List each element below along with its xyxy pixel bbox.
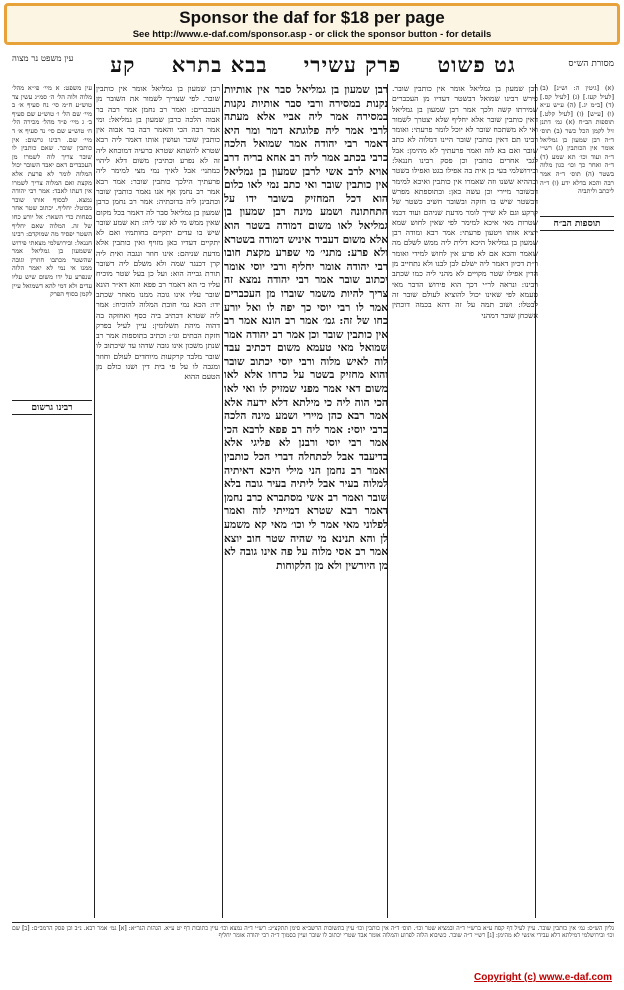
copyright-footer[interactable] — [0, 972, 612, 988]
ein-mishpat-column — [9, 84, 92, 918]
sponsor-subtitle[interactable]: See http://www.e-daf.com/sponsor.asp - or click the sponsor button - for details — [132, 29, 492, 40]
ein-mishpat-label: עין משפט נר מצוה — [12, 54, 74, 64]
tractate-name: בבא בתרא — [171, 52, 268, 77]
tosafot-text: רבן שמעון בן גמליאל אומר אין כותבין שובר. פירש רבינו שמואל דבשטר דעדיו מן העכברים שמירתו קשה ולכך אמר רבן שמעון בן גמליאל דאין כותבין שובר אלא יחליף שלא יצטרך לשמור ואי לא משתכח שובר לא יוכל לומר פרעתי: ואומר רבינו תם דאין כותבין שובר היינו דמלוה לא כתב שובר ואם בא לוה ואמר פרעתיך לא מהימן: אבל לגבי אחרים כותבין וכן פסק רבינו חננאל: ובירושלמי בעי כן אית בה אפילו בגט ואפילו בשטר ובההיא ששנו וזה שאמרו אין כותבין ואיכא למימר דבשובר מיירי וכן עשה כאן: ובתוספתא מפרש דבשטר שיש בו חזקה ובשובר חשיב כשטר של קרקע וגם לא שייך לומר מדעת שניהם ועוד דכמו שטרות מאי איכא למימר לפי שאין לחוש שמא יוציא אותו ויטעון פרעתי: אמר רבא ומודה רבן שמעון בן גמליאל היכא דלית ליה ממש לשלם מה שאמר והכא אם לא פרע אין לחוש למידי ואומר ר״ת דכיון דאמר ליה ישלם לבן לבנו ולא נתחייב מן הדין אפילו שטר מקויים לא מהני ליה כמו שכתב רבינו: ונראה לר״י דכך הוא פירוש הדבר מאי טעמא לפי שאינו יכול להוציא לעולם שובר זה לבטלו: ושוב תמה על זה דהא בכמה דוכתין אשכחן שובר דמהני — [389, 84, 538, 320]
rabbeinu-gershom-label: רבינו גרשום — [12, 400, 92, 415]
folio-number: קע — [110, 52, 136, 77]
mesorat-hashas-label: מסורת הש״ס — [568, 59, 614, 69]
running-head — [92, 52, 534, 78]
bottom-notes-text: גליון הש״ס: גמ׳ אין כותבין שובר. עיין לעיל דף קסח ע״א ברש״י ד״ה ובמציא שטר וכו׳. תוס׳ ד״ה אין כותבין וכו׳ עיין בתשובות הרשב״א סימן תתקצ״ג: רש״י ד״ה נמצא וכו׳ עיין כתובות דף יט ע״א. הגהות הגר״א: [א] גמ׳ אמר רבא. נ״ב וכן פסק הרמב״ם: [ב] שם וכו׳ ובירושלמי דמילתא דלא עבידי אינשי לא מהימן: [ג] רש״י ד״ה שובר. כשיבוא הלוה לפרוע והמלוה אומר אבד שטרי יכתוב לו שובר ועיין בסמוך ד״ה רבי יהודה אומר יחליף — [12, 925, 614, 940]
sponsor-banner[interactable] — [4, 3, 620, 45]
mesorat-hashas-column — [537, 84, 614, 918]
page-header — [12, 52, 614, 78]
rashi-text: רבן שמעון בן גמליאל אומר אין כותבין שובר. לפי שצריך לשמור את השובר מן העכברים: ואמר רב נחמן אמר רבה בר אבוה הלכה כרבן שמעון בן גמליאל: ומי אמר רבה הכי והאמר רבה בר אבוה אין כותבין שובר ועושין אותו דאמר ליה רבא שטרא להשתא שטרא כרעיה דמוכחא ליה זה לא נפרע וכתיבין משום דלא ליהוי כמתני׳ אבל לאיך נמי מצי למימר ליה פרעתיך הילכך כותבין שובר: אמר רבא אמר רב נחמן אף אנו נאמר כותבין שובר וכתבינן ליה בדוכתיה: אמר רב נחמן כרבן שמעון בן גמליאל סבר לה דאמר בכל מקום שאין ממש מי לא שני ליה: תא שמע שובר שיש בו עדים יתקיים בחותמיו ואם לא יתקיים דעדיו כאן מזויף ואין כותבין אלא מדעת שניהם: אינו חוזר ונגבה ואית ליה קרן דכנגד שמה ולא משלם ליה דשובר תורת גבייה הוא: ועל כן בעל שטר מוכיח עליו כי הא דאמר רב פפא והא דא״ר הונא שובר עליו אינו גובה ממנו מאחר שכתב ידו: הכא נמי חובת המלוה להוכיח: אמר ליה שטרא דכתיב ביה כסף ואחזקה בה דהוה מיהת תשלומין: עיין לעיל בפרק חזקת הבתים וגו׳: וכתיב בתוספות אמר רב שנתן משכון אינו גובה שדהו עד שיכתוב לו שובר מלבד קרקעות מיוחדים לעולם וחוזר ומגבה לו על פי בית דין ושנו כולם מן הטעם ההוא — [93, 84, 220, 382]
gemara-text: רבן שמעון בן גמליאל סבר אין אותיות נקנות במסירה ורבי סבר אותיות נקנות במסירה אמר ליה אביי אלא מעתה לרבי אמר ליה פלוגתא דמר ומר היא דאמר רבי יהודה אמר שמואל הלכה כרבי בכתב אמר ליה רב אחא בריה דרב אויא לרב אשי לרבן שמעון בן גמליאל אין כותבין שובר ואי כתב נמי לאו כלום הוא דכל המחזיק בשובר ידו על התחתונה ושמע מינה רבן שמעון בן גמליאל לאו משום דמודה בשטר הוא אלא משום דעביד איניש דמודה בשטרא ולא פרע: מתני׳ מי שפרע מקצת חובו רבי יהודה אומר יחליף ורבי יוסי אומר יכתוב שובר אמר רבי יהודה נמצא זה צריך להיות משמר שוברו מן העכברים אמר לו רבי יוסי כך יפה לו ואל יורע כחו של זה: גמ׳ אמר רב הונא אמר רב אין כותבין שובר וכן אמר רב יהודה אמר שמואל מאי טעמא משום דכתיב עבד לוה לאיש מלוה ורבי יוסי יכתוב שובר והוא מחזיק בשטר על כרחו אלא לאו משום דאי אמר מפני שמזיק לו ואי לאו הכי הוה ליה כי מילתא דלא ידעה אלא אמר רבא כהן מיירי ושמע מינה הלכה כרבי יוסי: אמר ליה רב פפא לרבא הכי אמר רבי יוסי ורבנן לא פליגי אלא בדיעבד אבל לכתחלה דברי הכל כותבין ואמר רב נחמן הני מילי היכא דאיתיה למלוה בעיר אבל ליתיה בעיר גובה בלא שובר ואמר רב אשי מסתברא כרב נחמן דאמר רבא שטרא דמייתי לוה ואמר לפלוני מאי אמר לי וכו׳ מאי קא משמע לן והא תנינא מי שהיה שטר חוב יוצא אמר רב אסי מלוה על פה אינו גובה לא מן היורשין ולא מן הלקוחות — [220, 84, 388, 572]
bottom-notes — [12, 922, 614, 966]
tosafot-column — [389, 84, 538, 918]
gemara-column — [220, 84, 388, 918]
ein-mishpat-text: עין משפט: א מיי׳ פי״א מהל׳ מלוה ולוה הל׳ ה׳ סמ״ג עשין צד טוש״ע ח״מ סי׳ נח סעיף א׳ ב מיי׳ שם הל׳ ו׳ טוש״ע שם סעיף ב׳ ג מיי׳ פ״ד מהל׳ מכירה הל׳ ח׳ טוש״ע שם סי׳ נד סעיף א׳ ד מיי׳ שם. רבינו גרשום: אין כותבין שובר. שאם כותבין לו שובר צריך לוה לשמרו מן העכברים דאם יאבד השובר יכול המלוה לומר לא פרעת אלא מקצת ואם המלוה צריך לשמרו אין דעתו לאבד: אמר רבי יהודה נמצא. לבסוף אותו שובר מבוטל: יחליף. יכתוב שטר אחר בפחות כדי השאר: אל יורע כחו של זה. המלוה שאם יחליף השטר יפסיד מה שמוקדם: רבינו חננאל: ובירושלמי מצאתי פירוש ששמעון בן גמליאל אמר שהשטר מכתבו חוזרין וגובה ממנו אי נמי לא יאמר הלוה שנפרע על ידו משום שיש עליו עדים ולא דמי להא דשמואל עיין לקמן בסוף הפרק — [9, 84, 92, 299]
column-divider — [94, 84, 95, 918]
talmud-page — [0, 48, 624, 970]
perek-name: פרק עשירי — [303, 52, 402, 77]
sponsor-title[interactable]: Sponsor the daf for $18 per page — [179, 8, 445, 27]
rashi-column — [93, 84, 220, 918]
mesorat-hashas-text: (א) [גיטין ה: וש״נ] (ב) [לעיל קעז.] (ג) [לעיל קס.] (ד) [ב״מ יג.] (ה) ע״ש ע״א (ו) [ע״ש] (ז) [לעיל קלט.] תוספות הב״ח (א) גמ׳ דתנן זיל לקמן הכל כשר (ב) תוס׳ ד״ה רבן שמעון בן גמליאל אומר אין הכותבין (ג) רש״י ד״ה ועוד וכו׳ תא שמע (ד) ד״ה ואחר כך וכו׳ כגון מלוה בשטר (ה) תוס׳ ד״ה אמר רבה והכא בדלא ידע (ו) ד״ה ליכתב וליתביה — [537, 84, 614, 196]
chapter-name: גט פשוט — [437, 52, 516, 77]
copyright-link[interactable]: Copyright (c) www.e-daf.com — [474, 972, 612, 983]
tosafot-bach-label: תוספות הב״ח — [540, 216, 614, 231]
column-divider — [222, 84, 223, 918]
